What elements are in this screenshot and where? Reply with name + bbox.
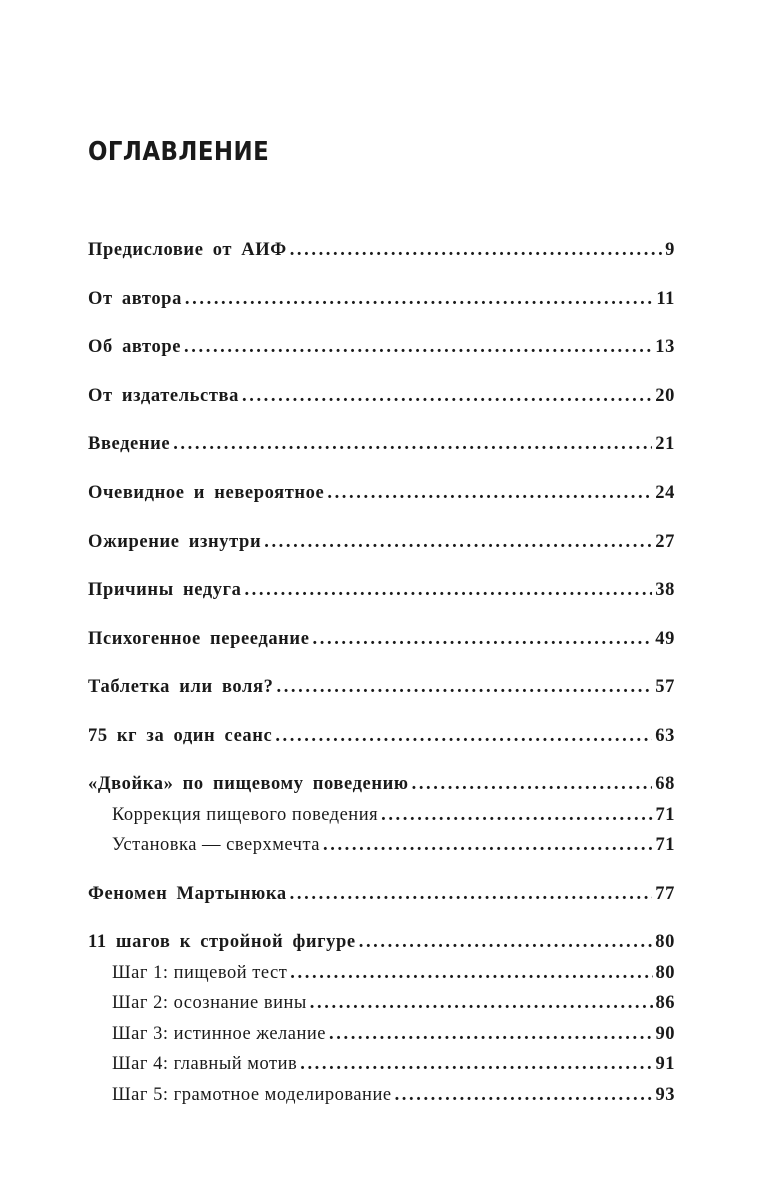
dot-leader — [327, 481, 652, 505]
dot-leader — [313, 627, 653, 651]
toc-entry-page: 20 — [655, 386, 675, 406]
dot-leader — [290, 882, 653, 906]
toc-entry-page: 90 — [655, 1024, 675, 1044]
toc-entry[interactable] — [88, 432, 675, 456]
toc-entry-page: 13 — [655, 337, 675, 357]
toc-entry-title: От издательства — [88, 386, 239, 406]
toc-entry-page: 38 — [655, 580, 675, 600]
toc-entry-title: Шаг 5: грамотное моделирование — [112, 1085, 392, 1105]
toc-entry-title: 75 кг за один сеанс — [88, 726, 273, 746]
toc-entry-page: 24 — [655, 483, 675, 503]
toc-entry-title: Установка — сверхмечта — [112, 835, 320, 855]
dot-leader — [244, 578, 652, 602]
toc-entry-page: 71 — [655, 835, 675, 855]
toc-entry-title: Предисловие от АИФ — [88, 240, 287, 260]
toc-entry-title: От автора — [88, 289, 182, 309]
toc-entry[interactable] — [88, 772, 675, 796]
toc-entry-title: Очевидное и невероятное — [88, 483, 325, 503]
dot-leader — [310, 991, 653, 1015]
toc-entry-title: Введение — [88, 434, 171, 454]
toc-entry-page: 11 — [656, 289, 675, 309]
dot-leader — [329, 1022, 652, 1046]
toc-entry-page: 9 — [665, 240, 675, 260]
dot-leader — [276, 675, 652, 699]
toc-entry-page: 86 — [655, 993, 675, 1013]
toc-entry-title: Психогенное переедание — [88, 629, 310, 649]
toc-entry-title: Шаг 1: пищевой тест — [112, 963, 288, 983]
toc-entry-page: 91 — [655, 1054, 675, 1074]
dot-leader — [290, 961, 652, 985]
dot-leader — [290, 238, 662, 262]
toc-entry-title: Таблетка или воля? — [88, 677, 274, 697]
toc-subentry[interactable] — [112, 833, 675, 857]
toc-entry-title: Шаг 2: осознание вины — [112, 993, 307, 1013]
toc-entry-title: Коррекция пищевого поведения — [112, 805, 379, 825]
toc-entry[interactable] — [88, 481, 675, 505]
dot-leader — [381, 803, 652, 827]
toc-entry[interactable] — [88, 675, 675, 699]
toc-entry-page: 77 — [655, 884, 675, 904]
toc-entry-page: 49 — [655, 629, 675, 649]
toc-entry[interactable] — [88, 627, 675, 651]
toc-entry-page: 68 — [655, 774, 675, 794]
toc-subentry[interactable] — [112, 1052, 675, 1076]
toc-entry-title: Причины недуга — [88, 580, 242, 600]
toc-entry[interactable] — [88, 238, 675, 262]
dot-leader — [300, 1052, 652, 1076]
dot-leader — [264, 530, 652, 554]
toc-entry-title: 11 шагов к стройной фигуре — [88, 932, 356, 952]
toc-entry[interactable] — [88, 930, 675, 954]
toc-entry[interactable] — [88, 530, 675, 554]
dot-leader — [173, 432, 652, 456]
dot-leader — [395, 1083, 653, 1107]
dot-leader — [412, 772, 653, 796]
toc-entry[interactable] — [88, 724, 675, 748]
dot-leader — [184, 335, 652, 359]
toc-entry-page: 27 — [655, 532, 675, 552]
toc-subentry[interactable] — [112, 1083, 675, 1107]
toc-entry-title: «Двойка» по пищевому поведению — [88, 774, 409, 794]
toc-entry-title: Об авторе — [88, 337, 182, 357]
toc-subentry[interactable] — [112, 991, 675, 1015]
dot-leader — [359, 930, 653, 954]
toc-entry-title: Ожирение изнутри — [88, 532, 262, 552]
page-title: ОГЛАВЛЕНИЕ — [88, 137, 270, 167]
dot-leader — [275, 724, 652, 748]
toc-entry[interactable] — [88, 578, 675, 602]
toc-entry[interactable] — [88, 287, 675, 311]
toc-entry-page: 80 — [655, 932, 675, 952]
dot-leader — [323, 833, 653, 857]
toc-entry-page: 57 — [655, 677, 675, 697]
toc-entry-page: 93 — [655, 1085, 675, 1105]
toc-entry-title: Шаг 3: истинное желание — [112, 1024, 327, 1044]
toc-entry-title: Феномен Мартынюка — [88, 884, 287, 904]
dot-leader — [242, 384, 652, 408]
toc-entry-page: 21 — [655, 434, 675, 454]
toc-entry[interactable] — [88, 882, 675, 906]
toc-subentry[interactable] — [112, 1022, 675, 1046]
toc-subentry[interactable] — [112, 961, 675, 985]
toc-entry[interactable] — [88, 335, 675, 359]
toc-entry-page: 63 — [655, 726, 675, 746]
toc-entry-page: 80 — [655, 963, 675, 983]
toc-entry-title: Шаг 4: главный мотив — [112, 1054, 298, 1074]
dot-leader — [185, 287, 653, 311]
toc-entry-page: 71 — [655, 805, 675, 825]
toc-subentry[interactable] — [112, 803, 675, 827]
toc-entry[interactable] — [88, 384, 675, 408]
